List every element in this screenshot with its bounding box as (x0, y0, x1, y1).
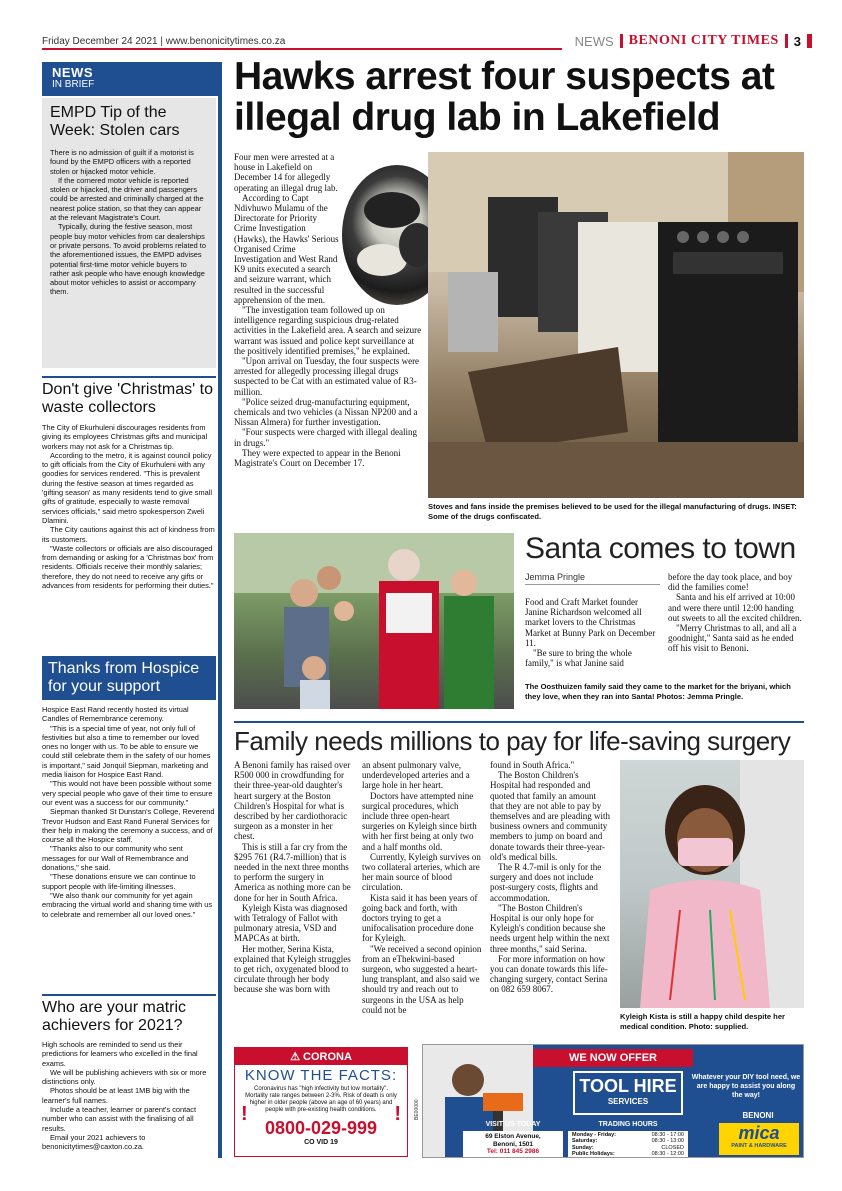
matric-para: Email your 2021 achievers to benonicitytimes@caxton.co.za. (42, 1132, 146, 1152)
hawks-para: According to Capt Ndivhuwo Mulamu of the Directorate for Priority Crime Investigation (Hawks), the Hawks' Serious Organised Crime Investigation and West Rand K9 units executed a search and seizure warrant, which resulted in the successful apprehension of the men. (234, 192, 339, 305)
santa-caption: The Oosthuizen family said they came to the market for the briyani, which they love, when they ran into Santa! Photos: Jemma Pringle. (525, 682, 791, 701)
matric-para: Photos should be at least 1MB big with the learner's full names. (42, 1086, 190, 1105)
hawks-para: "Police seized drug-manufacturing equipment, chemicals and two vehicles (a Nissan NP200 and a Nissan Almera) for further investigation. (234, 396, 418, 428)
corona-title: KNOW THE FACTS: (244, 1067, 398, 1084)
hawks-para: They were expected to appear in the Benoni Magistrate's Court on December 17. (234, 447, 401, 469)
mica-tool-hire-ad (422, 1044, 804, 1158)
hospice-para: "Thanks also to our community who sent messages for our Wall of Remembrance and donations," she said. (42, 844, 189, 873)
news-label: NEWS (52, 65, 93, 80)
matric-para: High schools are reminded to send us their predictions for learners who excelled in the final exams. (42, 1040, 198, 1068)
santa-family-graphic (234, 533, 514, 709)
matric-body (42, 1040, 216, 1152)
family-para: found in South Africa." (490, 760, 575, 770)
hawks-headline: Hawks arrest four suspects at illegal drug lab in Lakefield (234, 55, 775, 139)
santa-para: before the day took place, and boy did the families come! (668, 572, 793, 593)
corona-ad (234, 1047, 408, 1157)
tip-para: Typically, during the festive season, most people buy motor vehicles from car dealerships or private persons. To avoid problems related to the aforementioned issues, the EMPD advises potential first-time motor vehicle buyers to rather ask people who have enough knowledge about motor vehicles to assist or accompany them. (50, 222, 206, 297)
matric-para: We will be publishing achievers with six or more distinctions only. (42, 1067, 207, 1087)
hours-row (572, 1151, 684, 1157)
news-in-brief-tab (42, 62, 220, 96)
hours-day: Saturday: (572, 1138, 598, 1145)
hours-time: 08:30 - 17:00 (651, 1132, 684, 1138)
stoves-photo (428, 152, 804, 498)
covid-logo: CO VID 19 (304, 1139, 338, 1146)
address-line-2: Benoni, 1501 (492, 1140, 534, 1148)
hospice-para: "This would not have been possible without some very special people who gave of their time to ensure our event was a success for our community." (42, 779, 213, 807)
trading-hours-box (568, 1131, 688, 1157)
warning-icon-left: ! (241, 1103, 248, 1125)
family-para: Currently, Kyleigh survives on two collateral arteries, which are her main source of blood circulation. (362, 851, 481, 893)
tip-para: If the cornered motor vehicle is reported stolen or hijacked, the driver and passengers could be arrested and criminally charged at the nearest police station, so that they can appear at the relevant Magistrate's Court. (50, 175, 204, 223)
family-para: an absent pulmonary valve, underdeveloped arteries and a large hole in her heart. (362, 760, 470, 791)
hospice-para: Hospice East Rand recently hosted its virtual Candles of Remembrance ceremony. (42, 705, 189, 724)
masthead (575, 33, 812, 49)
christmas-brief (42, 376, 216, 590)
stoves-graphic (428, 152, 804, 498)
kyleigh-caption: Kyleigh Kista is still a happy child despite her medical condition. Photo: supplied. (620, 1012, 785, 1031)
christmas-para: The City of Ekurhuleni discourages residents from giving its employees Christmas gifts and municipal workers may not ask for a Christmas tip. (42, 423, 208, 451)
christmas-para: The City cautions against this act of kindness from its customers. (42, 525, 215, 544)
family-headline: Family needs millions to pay for life-saving surgery (234, 721, 804, 757)
tool-hire-box (573, 1071, 683, 1115)
ad-vertical-code: BE00000 (414, 1099, 420, 1120)
family-para: Her mother, Serina Kista, explained that Kyleigh struggles to get rich, oxygenated blood to circulate through her body because she was born with (234, 943, 351, 995)
christmas-title: Don't give 'Christmas' to waste collectors (42, 381, 213, 416)
hospice-para: Siepman thanked St Dunstan's College, Reverend Trevor Hudson and East Rand Funeral Services for their help in making the ceremony a success, and of course all the Hospice staff. (42, 807, 215, 845)
hawks-para: "Four suspects were charged with illegal dealing in drugs." (234, 427, 417, 448)
stoves-caption: Stoves and fans inside the premises believed to be used for the illegal manufacturing of drugs. INSET: Some of the drugs confiscated. (428, 502, 797, 521)
hospice-title: Thanks from Hospice for your support (42, 656, 216, 700)
santa-para: "Be sure to bring the whole family," is what Janine said (525, 648, 632, 669)
christmas-para: "Waste collectors or officials are also discouraged from demanding or asking for a 'Christmas box' from residents. Officials receive their monthly salaries; therefore, they do not need to receive any gifts or advances from residents for performing their duties." (42, 543, 214, 591)
mica-brand: mica (738, 1123, 780, 1143)
santa-para: Santa and his elf arrived at 10:00 and were there until 12:00 handing out sweets to all the excited children. (668, 592, 802, 623)
mica-branch: BENONI (742, 1111, 774, 1120)
santa-photo (234, 533, 514, 709)
paper-name: BENONI CITY TIMES (628, 33, 779, 48)
kyleigh-photo (620, 760, 804, 1008)
santa-byline: Jemma Pringle (525, 572, 660, 585)
family-para: The R 4.7-mil is only for the surgery and does not include post-surgery costs, flights and accommodation. (490, 862, 602, 903)
christmas-body (42, 423, 216, 590)
tip-of-week-box (42, 98, 216, 368)
masthead-divider (620, 34, 623, 48)
tool-hire-services: SERVICES (607, 1097, 649, 1106)
masthead-divider (807, 34, 812, 48)
matric-para: Include a teacher, learner or parent's contact number who can assist with the finalising of all results. (42, 1105, 197, 1133)
hospice-para: "These donations ensure we can continue to support people with life-limiting illnesses. (42, 872, 196, 891)
family-para: This is still a far cry from the $295 761 (R4.7-million) that is needed in the next three months to perform the surgery in America as nothing more can be done for her in South Africa. (234, 841, 351, 903)
hawks-para: "Upon arrival on Tuesday, the four suspects were arrested for allegedly processing illegal drugs suspected to be Cat with an estimated value of R3-million. (234, 356, 420, 397)
mica-tagline: Whatever your DIY tool need, we are happy to assist you along the way! (691, 1074, 801, 1099)
hours-day: Monday - Friday: (572, 1132, 617, 1138)
mica-logo (719, 1123, 799, 1155)
santa-col-1 (525, 597, 660, 668)
section-label: NEWS (574, 33, 614, 49)
hospice-para: "This is a special time of year, not only full of festivities but also a time to remember our loved ones no longer with us. To be able to ensure we could still celebrate them in the safety of our homes is important," said Jonquil Siepman, marketing and media liaison for Hospice East Rand. (42, 723, 211, 780)
header-rule (42, 48, 562, 50)
santa-col-2 (668, 572, 804, 654)
we-now-offer-banner: WE NOW OFFER (533, 1049, 693, 1067)
santa-para: "Merry Christmas to all, and all a goodnight," Santa said as he ended off his visit to Benoni. (668, 623, 797, 654)
page-number: 3 (793, 33, 801, 49)
hospice-brief (42, 656, 216, 919)
hawks-para: Four men were arrested at a house in Lakefield on December 14 for allegedly operating an illegal drug lab. (234, 152, 338, 193)
hours-time: 08:30 - 12:00 (651, 1150, 684, 1157)
mica-phone: Tel: 011 845 2986 (486, 1148, 540, 1155)
address-line-1: 69 Elston Avenue, (485, 1133, 541, 1140)
family-para: For more information on how you can donate towards this life-changing surgery, contact Serina on 082 659 8067. (490, 953, 608, 995)
tool-hire-title: TOOL HIRE (579, 1076, 677, 1096)
family-para: The Boston Children's Hospital had responded and quoted that family an amount that they are not able to pay by themselves and are pleading with business owners and community members to jump on board and donate towards their three-year-old's medical bills. (490, 770, 610, 862)
family-col-2 (362, 760, 482, 1015)
hospice-para: "We also thank our community for yet again embracing the virtual world and sharing time with us to celebrate and remember all our loved ones." (42, 890, 213, 919)
matric-brief (42, 994, 216, 1152)
dateline: Friday December 24 2021 | www.benonicitytimes.co.za (42, 36, 286, 47)
family-col-3 (490, 760, 610, 995)
matric-title: Who are your matric achievers for 2021? (42, 999, 187, 1034)
corona-banner: ⚠ CORONA (235, 1048, 407, 1065)
tip-para: There is no admission of guilt if a motorist is found by the EMPD officers with a reported stolen or hijacked motor vehicle. (50, 148, 194, 176)
hours-day: Public Holidays: (572, 1150, 615, 1157)
hours-time: 08:30 - 13:00 (651, 1138, 684, 1145)
family-para: Kista said it has been years of going back and forth, with doctors trying to get a unifocalisation procedure done for Kyleigh. (362, 892, 478, 944)
santa-headline: Santa comes to town (525, 532, 796, 565)
hospice-body (42, 705, 216, 919)
christmas-para: According to the metro, it is against council policy to gift officials from the City of Ekurhuleni with any goodies for services rendered. "This is prevalent during the festive season at times regarded as 'gifting season' as many residents tend to give small gifts of gratitude, especially to waste removal services officials," said metro spokesperson Zweli Dlamini. (42, 450, 213, 525)
corona-phone: 0800-029-999 (264, 1118, 378, 1138)
family-para: "The Boston Children's Hospital is our only hope for Kyleigh's condition because she needs urgent help within the next three months," said Serina. (490, 902, 610, 954)
hours-time: CLOSED (661, 1144, 684, 1151)
visit-us-label: VISIT US TODAY (485, 1121, 541, 1128)
family-para: A Benoni family has raised over R500 000 in crowdfunding for their three-year-old daughter's heart surgery at the Boston Children's Hospital for what is described by her cardiothoracic surgeon as a monster in her chest. (234, 760, 351, 842)
family-para: "We received a second opinion from an eThekwini-based surgeon, who suggested a heart-lung transplant, and also said we should try and reach out to surgeons in the USA as help could not be (362, 943, 482, 1015)
hours-day: Sunday: (572, 1144, 594, 1151)
family-para: Doctors have attempted nine surgical procedures, which include three open-heart surgeries on Kyleigh since birth with her first being at only two and a half months old. (362, 790, 477, 852)
kyleigh-graphic (620, 760, 804, 1008)
family-col-1 (234, 760, 354, 995)
mica-brand-sub: PAINT & HARDWARE (731, 1143, 787, 1149)
family-para: Kyleigh Kista was diagnosed with Tetralogy of Fallot with pulmonary atresia, VSD and MAPCAs at birth. (234, 902, 348, 944)
corona-body: Coronavirus has "high infectivity but low mortality". Mortality rate ranges between 2-3%. Risk of death is only higher in older people (above an age of 60 years) and people with pre-existing health conditions. (245, 1086, 397, 1113)
santa-para: Food and Craft Market founder Janine Richardson welcomed all market lovers to the Christmas Market at Bunny Park on December 11. (525, 597, 656, 648)
warning-icon-right: ! (394, 1103, 401, 1125)
hawks-para: "The investigation team followed up on intelligence regarding suspicious drug-related activities in the Lakefield area. A search and seizure warrant was issued and police kept surveillance at the positively identified premises," he explained. (234, 305, 422, 356)
in-brief-label: IN BRIEF (52, 79, 95, 90)
tip-body (50, 148, 208, 297)
masthead-divider (785, 34, 788, 48)
trading-hours-label: TRADING HOURS (598, 1121, 658, 1128)
mica-address-box (463, 1131, 563, 1157)
sidebar-rule (218, 62, 222, 1158)
tip-title: EMPD Tip of the Week: Stolen cars (50, 104, 180, 139)
